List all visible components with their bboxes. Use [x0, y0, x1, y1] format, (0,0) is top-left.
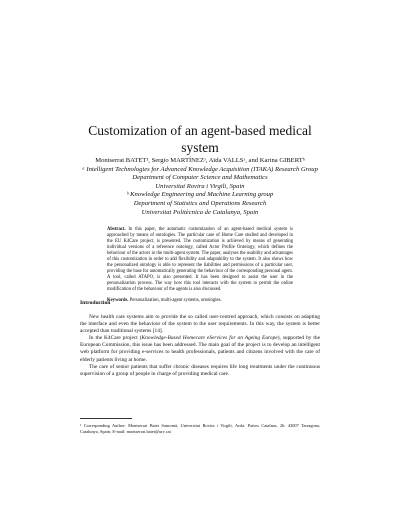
keywords-label: Keywords.: [107, 297, 129, 303]
abstract: [107, 227, 293, 304]
affiliation-b-university: Universitat Politècnica de Catalunya, Spain: [141, 208, 259, 216]
introduction-body: [80, 314, 320, 378]
body-paragraph: [80, 335, 320, 363]
affiliation-b-department: Department of Statistics and Operations Research: [133, 199, 267, 207]
footnote-rule: [80, 418, 132, 419]
affiliation-a-university: Universitat Rovira i Virgili, Spain: [155, 182, 245, 190]
project-name: Knowledge-Based Homecare eServices for an Ageing Europe: [141, 335, 278, 342]
body-paragraph: New health care systems aim to provide the so called user-centred approach, which consists on adapting the interface and even the behaviour of the system to the user requirements. In this way, the system is better accepted than traditional systems [14].: [80, 314, 320, 335]
affiliation-a-group: ᵃ Intelligent Technologies for Advanced Knowledge Acquisition (ITAKA) Research Group: [82, 165, 318, 173]
paper-title: Customization of an agent-based medical system: [88, 123, 312, 155]
para2-end: ), supported by the European Commission, this issue has been addressed. The main goal of the project is to develop an intelligent web platform for providing e-services to health professionals, patients and citizens involved with the care of elderly patients living at home.: [80, 335, 321, 363]
author-block: [40, 157, 360, 217]
abstract-label: Abstract.: [107, 227, 126, 232]
abstract-text: In this paper, the automatic customization of an agent-based medical system is approached by means of ontologies. The particular case of Home Care studied and developed in the EU K4Care project, is presented. The customization is achieved by means of generating individual versions of a reference ontology, called Actor Profile Ontology, which defines the behaviour of the actors in the multi-agent system. The paper, analyses the usability and advantages of this customization in order to add flexibility and adaptability to the system. It also shows how the personalized ontology is able to represent the liabilities and permissions of a particular user, providing the base for automatically generating the behaviour of the corresponding personal agent. A tool, called ATAPO, is also presented. It has been designed to assist the user in the personalization process. The way how this tool interacts with the system to permit the online modification of the behaviour of the agents is also discussed.: [107, 227, 293, 293]
affiliation-b-group: ᵇ Knowledge Engineering and Machine Learning group: [126, 191, 274, 199]
section-heading-introduction: Introduction: [80, 300, 111, 306]
keywords: [107, 298, 293, 304]
keywords-text: Personalization, multi-agent systems, ontologies.: [128, 297, 222, 303]
para2-start: In the K4Care project (: [89, 335, 142, 342]
body-paragraph: The care of senior patients that suffer chronic diseases requires life long treatments under the continuous supervision of a group of people in charge of providing medical care.: [80, 363, 320, 377]
affiliation-a-department: Department of Computer Science and Mathematics: [132, 174, 268, 182]
author-list: Montserrat BATET¹, Sergio MARTÍNEZᵃ, Aïda VALLSᵃ, and Karina GIBERTᵇ: [95, 157, 305, 164]
abstract-paragraph: [107, 227, 293, 294]
footnote: ¹ Corresponding Author: Montserrat Batet Sanromà, Universitat Rovira i Virgili, Avda. Països Catalans, 26. 43007 Tarragona, Catalunya, Spain; E-mail: montserrat.batet@urv.cat: [80, 423, 320, 434]
